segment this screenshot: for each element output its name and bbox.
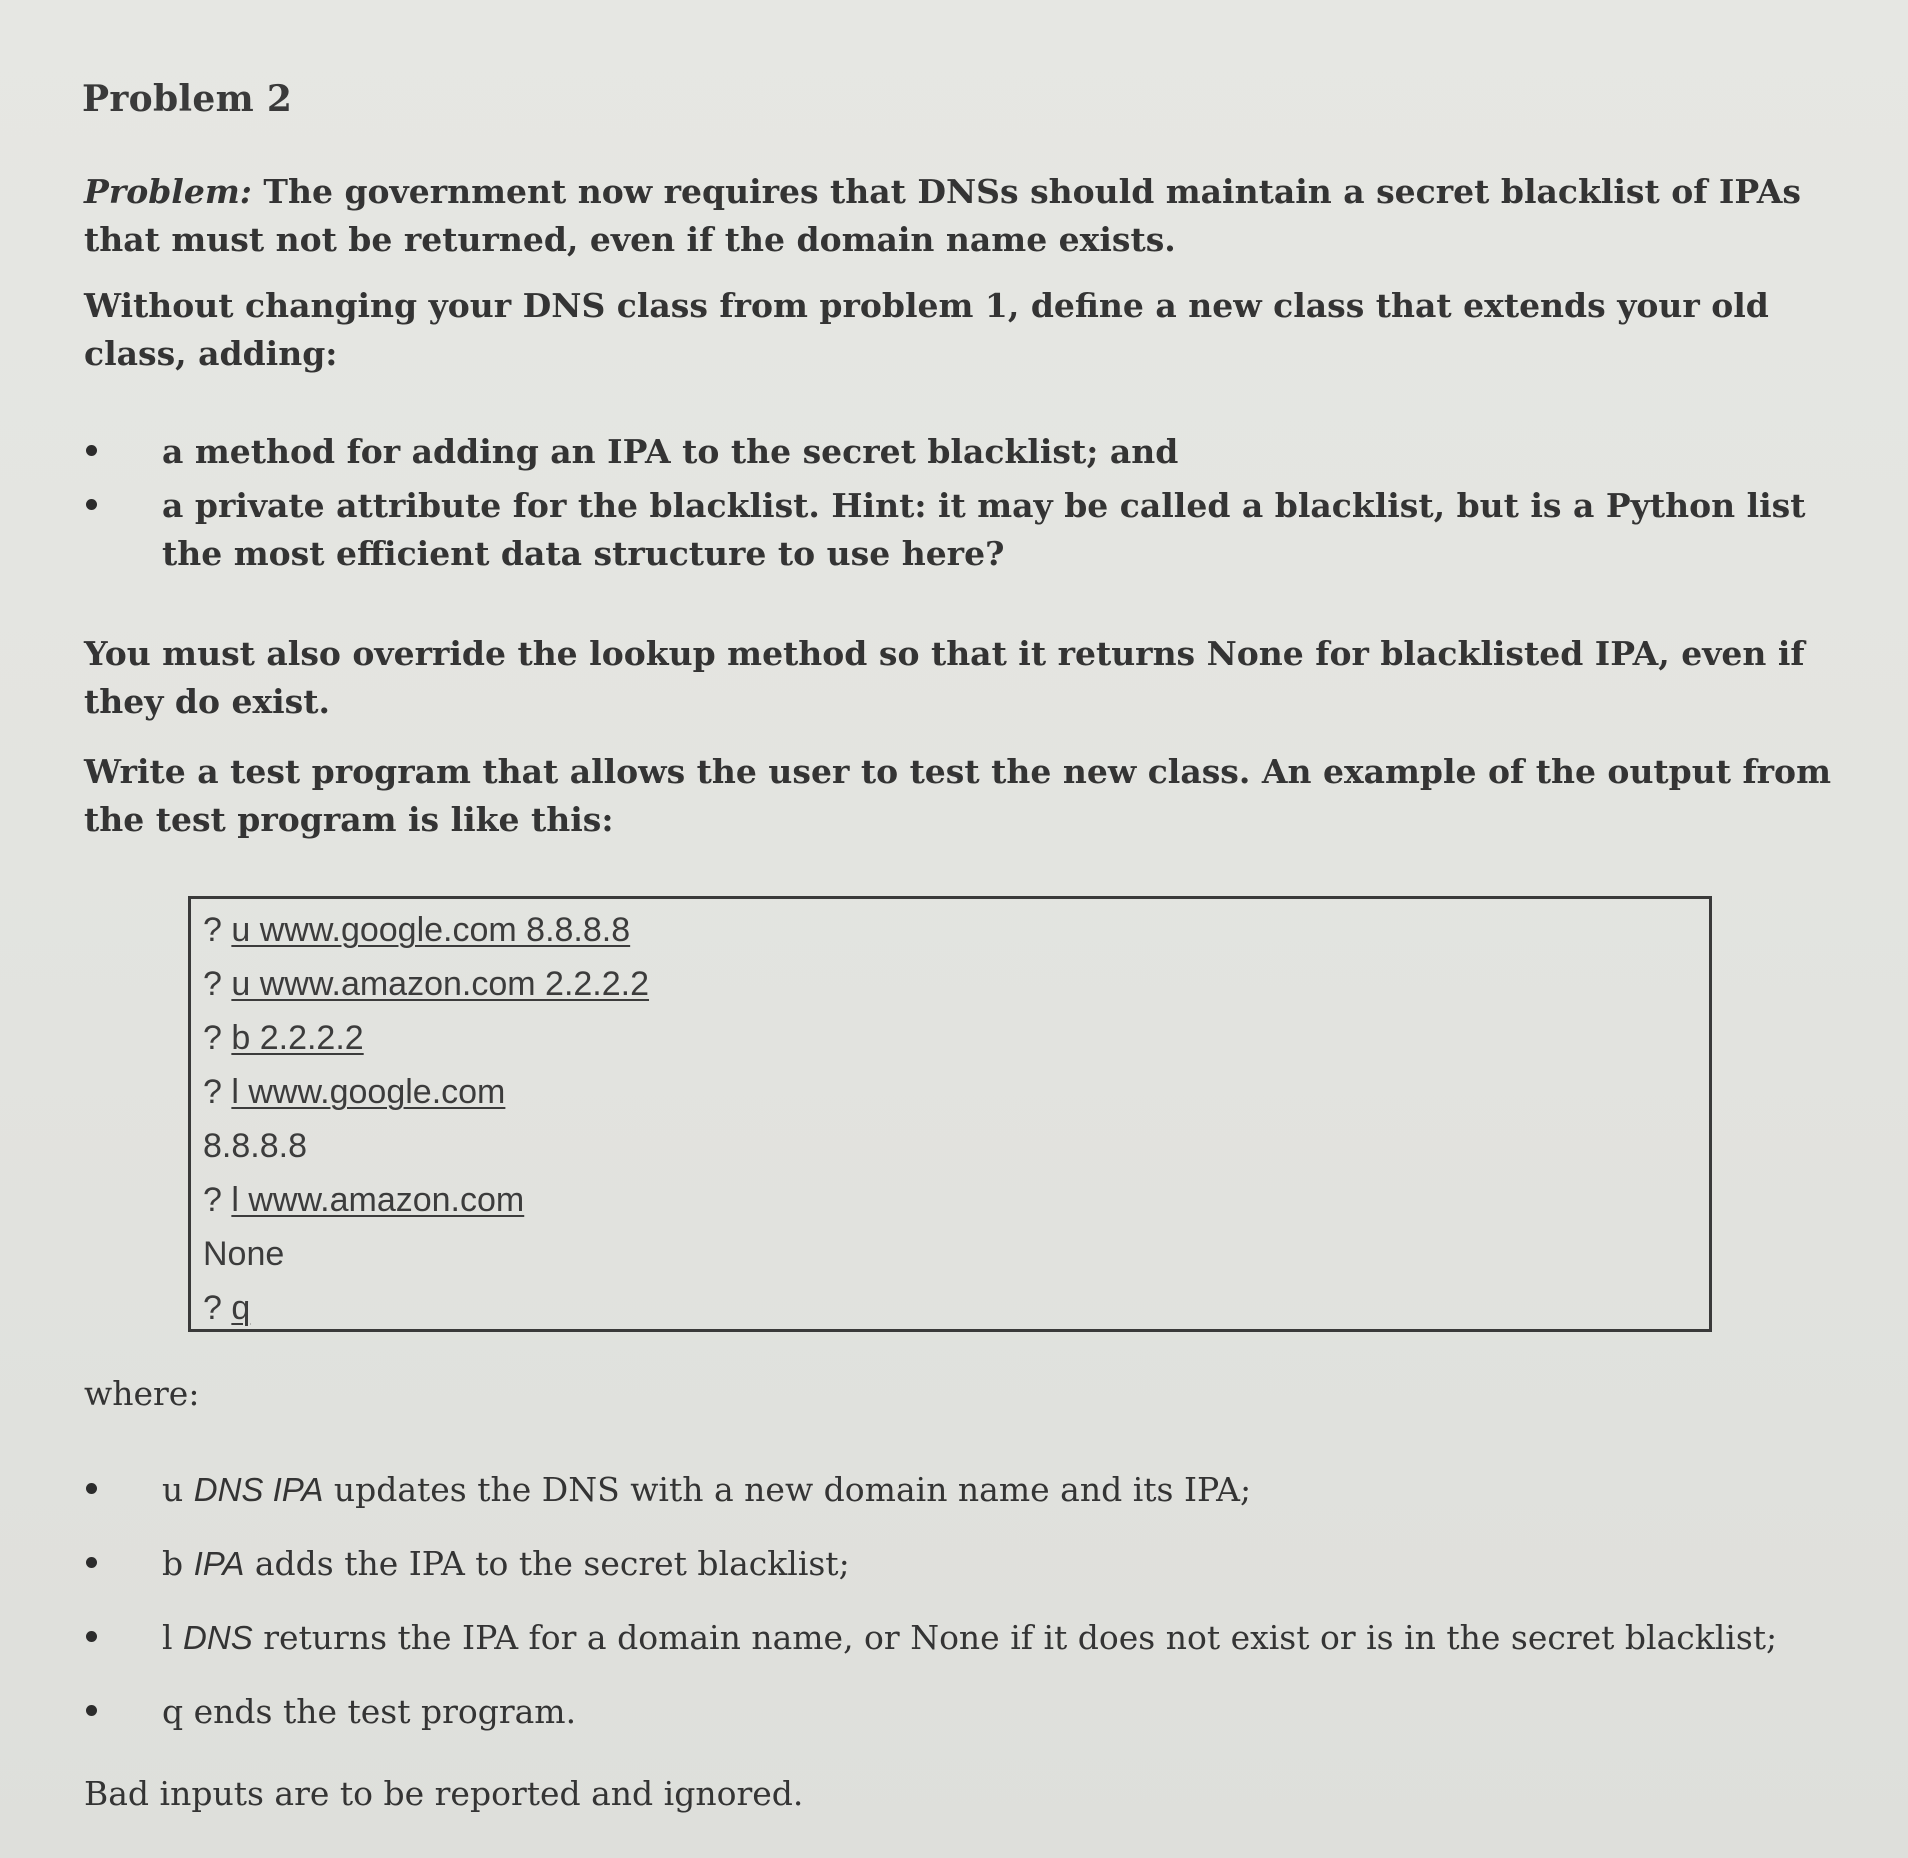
io-input: u www.google.com 8.8.8.8 (231, 911, 631, 949)
io-output: None (203, 1235, 285, 1273)
io-line (203, 1227, 1697, 1281)
bullet-icon (86, 1631, 97, 1642)
command-item (84, 1614, 1864, 1662)
io-line (203, 1065, 1697, 1119)
bullet-icon (86, 1483, 97, 1494)
requirement-item (84, 428, 1864, 476)
bullet-icon (86, 499, 97, 510)
intro-lead: Problem: (84, 172, 252, 211)
problem-heading: Problem 2 (82, 78, 293, 120)
io-output: 8.8.8.8 (203, 1127, 307, 1165)
without-changing-paragraph: Without changing your DNS class from problem 1, define a new class that extends your old class, adding: (84, 286, 1769, 373)
command-key: u (162, 1470, 194, 1509)
io-prompt: ? (203, 1181, 232, 1219)
io-line (203, 957, 1697, 1011)
bad-inputs-note: Bad inputs are to be reported and ignored. (84, 1774, 804, 1813)
command-args: IPA (193, 1545, 245, 1582)
io-input: l www.google.com (231, 1073, 506, 1111)
command-item (84, 1688, 1864, 1736)
io-prompt: ? (203, 911, 232, 949)
command-key: q (162, 1692, 184, 1731)
command-desc: ends the test program. (183, 1692, 577, 1731)
problem-intro (84, 168, 1844, 264)
io-line (203, 1173, 1697, 1227)
command-desc: updates the DNS with a new domain name and its IPA; (323, 1470, 1252, 1509)
io-line (203, 1119, 1697, 1173)
command-item (84, 1540, 1864, 1588)
command-args: DNS IPA (193, 1471, 324, 1508)
command-key: b (162, 1544, 194, 1583)
requirements-list (84, 428, 1864, 584)
commands-list (84, 1466, 1864, 1762)
io-input: q (231, 1289, 251, 1327)
io-input: u www.amazon.com 2.2.2.2 (231, 965, 650, 1003)
requirement-item (84, 482, 1864, 578)
command-desc: returns the IPA for a domain name, or None if it does not exist or is in the secret blacklist; (252, 1618, 1778, 1657)
io-input: b 2.2.2.2 (231, 1019, 364, 1057)
io-prompt: ? (203, 965, 232, 1003)
io-prompt: ? (203, 1073, 232, 1111)
example-output-box (188, 896, 1712, 1332)
where-label: where: (84, 1374, 200, 1413)
requirement-text: a private attribute for the blacklist. Hint: it may be called a blacklist, but is a Python list the most efficient data structure to use here? (162, 486, 1806, 573)
io-line (203, 1281, 1697, 1335)
bullet-icon (86, 445, 97, 456)
io-line (203, 1011, 1697, 1065)
io-input: l www.amazon.com (231, 1181, 525, 1219)
command-key: l (162, 1618, 184, 1657)
bullet-icon (86, 1705, 97, 1716)
io-prompt: ? (203, 1289, 232, 1327)
test-program-paragraph: Write a test program that allows the user to test the new class. An example of the output from the test program is like this: (84, 752, 1831, 839)
command-item (84, 1466, 1864, 1514)
io-line (203, 903, 1697, 957)
requirement-text: a method for adding an IPA to the secret blacklist; and (162, 432, 1179, 471)
io-prompt: ? (203, 1019, 232, 1057)
command-desc: adds the IPA to the secret blacklist; (244, 1544, 850, 1583)
command-args: DNS (183, 1619, 253, 1656)
bullet-icon (86, 1557, 97, 1568)
intro-text: The government now requires that DNSs should maintain a secret blacklist of IPAs that must not be returned, even if the domain name exists. (84, 172, 1801, 259)
override-paragraph: You must also override the lookup method so that it returns None for blacklisted IPA, even if they do exist. (84, 634, 1805, 721)
